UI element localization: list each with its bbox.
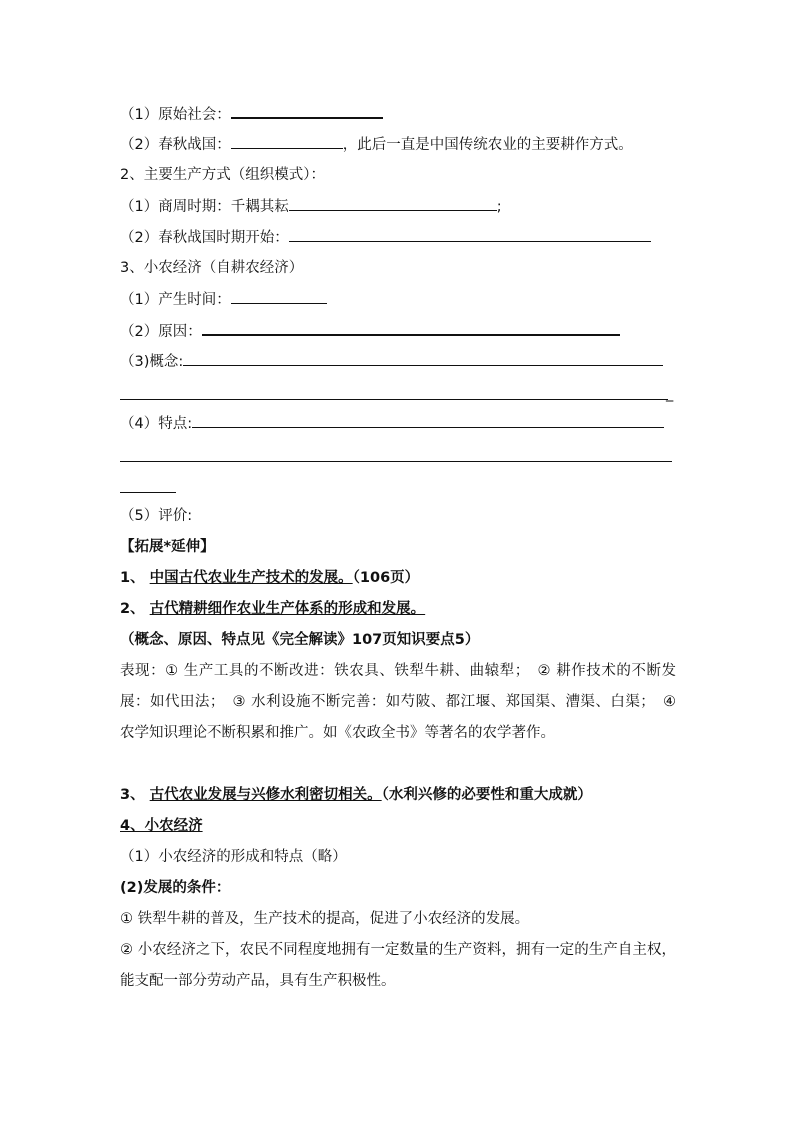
line-label: （4）特点: — [120, 416, 193, 432]
blank-line-warring-states — [120, 227, 651, 248]
small-farming-formation: （1）小农经济的形成和特点（略） — [120, 849, 347, 865]
line-label: （2）春秋战国时期开始： — [120, 230, 289, 246]
item-number: 2、 — [120, 601, 145, 617]
condition-1: ① 铁犁牛耕的普及，生产技术的提高，促进了小农经济的发展。 — [120, 911, 530, 927]
line-label: （1）产生时间： — [120, 292, 231, 308]
section-heading-3: 3、小农经济（自耕农经济） — [120, 260, 304, 276]
fill-blank[interactable] — [192, 413, 664, 428]
fill-blank[interactable] — [231, 289, 327, 304]
extension-item-4: 4、小农经济 — [120, 818, 203, 834]
extension-item-2-note: （概念、原因、特点见《完全解读》107页知识要点5） — [120, 632, 480, 648]
blank-line-shang-zhou — [120, 196, 502, 217]
item-note: （水利兴修的必要性和重大成就） — [381, 787, 592, 803]
fill-blank-continuation[interactable] — [120, 399, 668, 400]
fill-blank[interactable] — [231, 134, 343, 149]
extension-heading: 【拓展*延伸】 — [120, 539, 215, 555]
blank-line-concept — [120, 351, 663, 372]
line-label: （3)概念: — [120, 354, 184, 370]
blank-line-time — [120, 289, 327, 310]
extension-item-3 — [120, 785, 592, 805]
item-number: 3、 — [120, 787, 145, 803]
fill-blank-continuation[interactable] — [120, 461, 672, 462]
item-number: 1、 — [120, 570, 145, 586]
line-suffix: ，此后一直是中国传统农业的主要耕作方式。 — [342, 137, 633, 153]
fill-blank[interactable] — [289, 227, 651, 242]
line-suffix: ; — [496, 199, 502, 215]
extension-item-2 — [120, 599, 425, 619]
item-title: 中国古代农业生产技术的发展。 — [149, 570, 353, 586]
development-conditions-heading: (2)发展的条件： — [120, 880, 231, 896]
blank-line-reason — [120, 320, 620, 342]
line-tail: _ — [666, 386, 674, 402]
item-title: 古代精耕细作农业生产体系的形成和发展。 — [149, 601, 426, 617]
fill-blank[interactable] — [202, 320, 620, 336]
fill-blank-continuation[interactable] — [120, 492, 176, 493]
extension-item-1 — [120, 568, 419, 588]
line-label: （1）原始社会： — [120, 107, 231, 123]
item-page: （106页） — [352, 570, 420, 586]
condition-2: ② 小农经济之下，农民不同程度地拥有一定数量的生产资料，拥有一定的生产自主权，能支配一部分劳动产品，具有生产积极性。 — [120, 942, 676, 989]
extension-item-2-body: 表现：① 生产工具的不断改进：铁农具、铁犁牛耕、曲辕犁； ② 耕作技术的不断发展：如代田法； ③ 水利设施不断完善：如芍陂、都江堰、郑国渠、漕渠、白渠； ④ 农学知识理论不断积累和推广。如《农政全书》等著名的农学著作。 — [120, 663, 676, 741]
blank-line-features — [120, 413, 664, 434]
section-heading-2: 2、主要生产方式（组织模式）： — [120, 167, 325, 183]
line-label: （1）商周时期：千耦其耘 — [120, 199, 289, 215]
fill-blank[interactable] — [231, 103, 383, 119]
item-title: 古代农业发展与兴修水利密切相关。 — [149, 787, 382, 803]
evaluation-label: （5）评价: — [120, 508, 193, 524]
line-label: （2）原因： — [120, 324, 202, 340]
blank-line-primitive-society — [120, 103, 383, 125]
line-label: （2）春秋战国： — [120, 137, 231, 153]
fill-blank[interactable] — [289, 196, 497, 211]
fill-blank[interactable] — [183, 351, 663, 366]
blank-line-spring-autumn — [120, 134, 633, 155]
